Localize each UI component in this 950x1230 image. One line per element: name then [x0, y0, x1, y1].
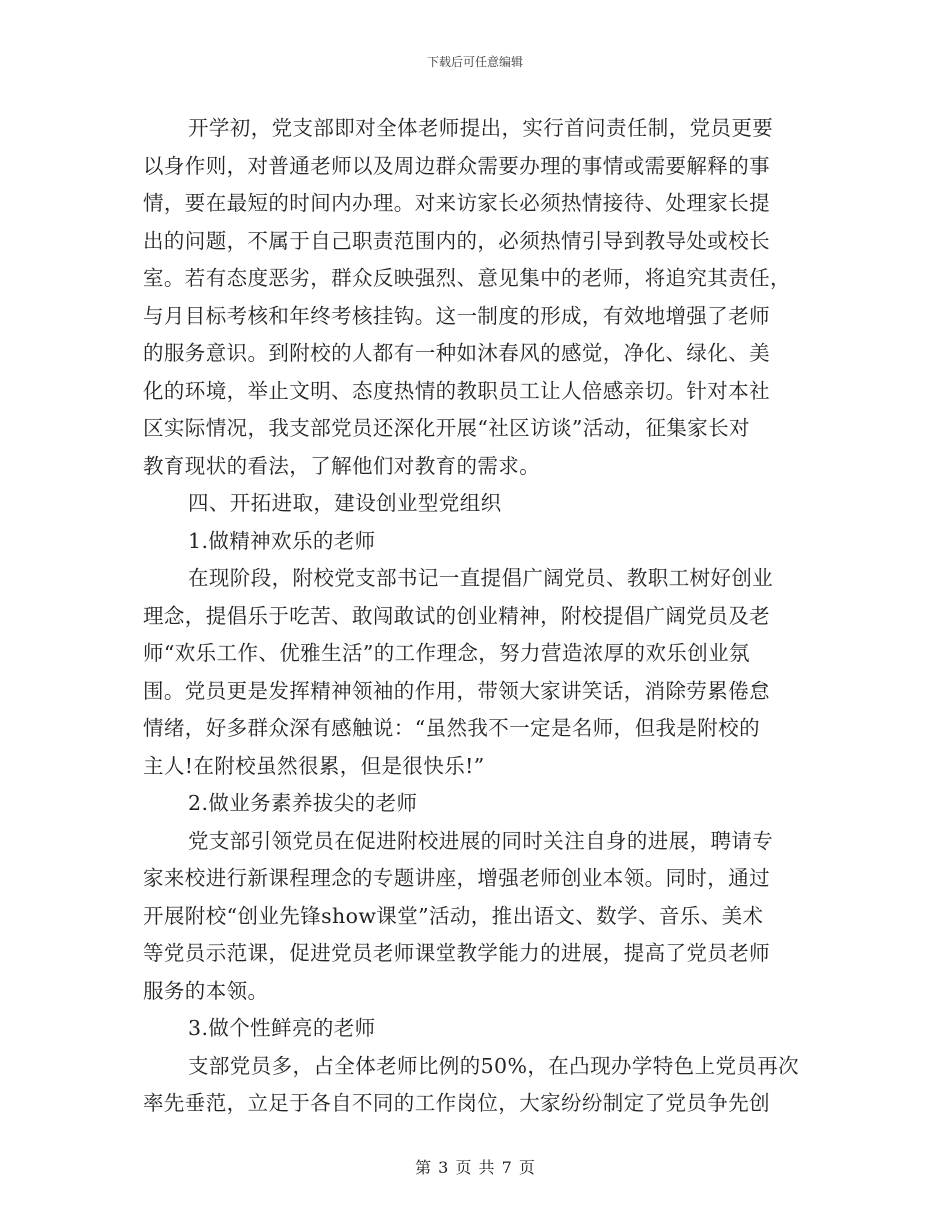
text-line: 四、开拓进取，建设创业型党组织	[188, 491, 502, 515]
text-line: 支部党员多，占全体老师比例的50%，在凸现办学特色上党员再次	[188, 1053, 800, 1078]
text-line: 理念，提倡乐于吃苦、敢闯敢试的创业精神，附校提倡广阔党员及老	[143, 603, 770, 628]
text-line: 出的问题，不属于自己职责范围内的，必须热情引导到教导处或校长	[143, 228, 770, 253]
text-line: 等党员示范课，促进党员老师课堂教学能力的进展，提高了党员老师	[143, 941, 770, 965]
page-number: 第 3 页 共 7 页	[415, 1158, 535, 1177]
document-body	[143, 110, 806, 1123]
text-line: 化的环境，举止文明、态度热情的教职员工让人倍感亲切。针对本社	[143, 378, 770, 403]
text-line: 家来校进行新课程理念的专题讲座，增强老师创业本领。同时，通过	[143, 866, 770, 890]
text-line: 情，要在最短的时间内办理。对来访家长必须热情接待、处理家长提	[143, 191, 770, 215]
text-line: 2.做业务素养拔尖的老师	[188, 791, 418, 815]
text-line: 以身作则，对普通老师以及周边群众需要办理的事情或需要解释的事	[143, 153, 770, 178]
text-line: 室。若有态度恶劣，群众反映强烈、意见集中的老师，将追究其责任，	[143, 266, 791, 290]
text-line: 情绪，好多群众深有感触说：“虽然我不一定是名师，但我是附校的	[143, 716, 760, 740]
text-line: 3.做个性鲜亮的老师	[188, 1016, 376, 1040]
text-line: 在现阶段，附校党支部书记一直提倡广阔党员、教职工树好创业	[188, 566, 774, 590]
text-line: 率先垂范，立足于各自不同的工作岗位，大家纷纷制定了党员争先创	[143, 1091, 770, 1115]
text-line: 师“欢乐工作、优雅生活”的工作理念，努力营造浓厚的欢乐创业氛	[143, 641, 750, 665]
text-line: 开展附校“创业先锋show课堂”活动，推出语文、数学、音乐、美术	[143, 903, 764, 928]
text-line: 1.做精神欢乐的老师	[188, 528, 376, 553]
text-line: 开学初，党支部即对全体老师提出，实行首问责任制，党员更要	[188, 116, 774, 140]
text-line: 与月目标考核和年终考核挂钩。这一制度的形成，有效地增强了老师	[143, 303, 770, 328]
text-line: 围。党员更是发挥精神领袖的作用，带领大家讲笑话，消除劳累倦怠	[143, 678, 770, 703]
page-header-note: 下载后可任意编辑	[426, 55, 523, 69]
text-line: 主人!在附校虽然很累，但是很快乐!”	[143, 753, 485, 778]
text-line: 的服务意识。到附校的人都有一种如沐春风的感觉，净化、绿化、美	[143, 341, 770, 365]
text-line: 服务的本领。	[143, 978, 269, 1003]
text-line: 党支部引领党员在促进附校进展的同时关注自身的进展，聘请专	[188, 828, 774, 853]
text-line: 区实际情况，我支部党员还深化开展“社区访谈”活动，征集家长对	[143, 416, 750, 440]
text-line: 教育现状的看法，了解他们对教育的需求。	[143, 453, 541, 478]
